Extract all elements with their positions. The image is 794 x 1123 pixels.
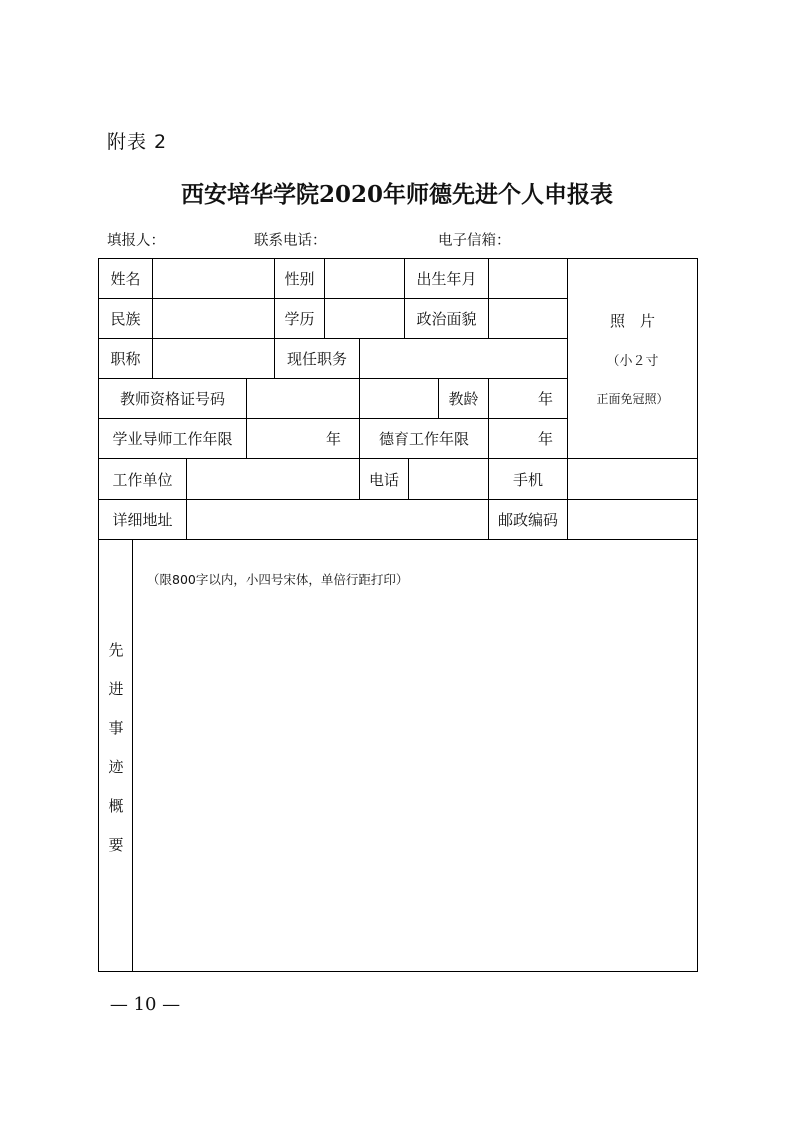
- title-label: 职称: [110, 350, 141, 368]
- annex-label: 附表 2: [107, 131, 168, 153]
- contact-phone-label: 联系电话：: [254, 233, 327, 249]
- political-field[interactable]: [489, 299, 567, 338]
- gender-field[interactable]: [325, 259, 404, 298]
- section-char: 迹: [108, 758, 124, 776]
- page-number: — 10 —: [109, 994, 181, 1015]
- deeds-summary-label: [99, 640, 133, 855]
- summary-instruction: （限800字以内，小四号宋体，单倍行距打印）: [147, 572, 409, 587]
- section-char: 要: [108, 836, 124, 854]
- title-field[interactable]: [153, 339, 274, 378]
- name-field[interactable]: [153, 259, 274, 298]
- section-char: 事: [108, 719, 124, 737]
- filler-label: 填报人：: [107, 233, 165, 249]
- political-label: 政治面貌: [416, 310, 477, 328]
- birth-label: 出生年月: [416, 270, 477, 288]
- photo-label: 照 片: [609, 312, 655, 330]
- phone-label: 电话: [368, 470, 399, 489]
- section-char: 概: [108, 797, 124, 815]
- form-title: 西安培华学院2020年师德先进个人申报表: [180, 181, 613, 208]
- education-field[interactable]: [325, 299, 404, 338]
- mobile-label: 手机: [512, 470, 543, 489]
- photo-note-type: 正面免冠照）: [596, 392, 669, 406]
- table-line: [697, 258, 698, 972]
- mentor-years-label: 学业导师工作年限: [112, 430, 233, 448]
- mentor-years-unit[interactable]: 年: [325, 430, 341, 448]
- photo-note-size: （小２寸: [606, 354, 659, 369]
- email-label: 电子信箱：: [438, 233, 511, 249]
- ethnicity-label: 民族: [110, 310, 141, 328]
- moral-years-unit[interactable]: 年: [537, 430, 553, 448]
- photo-cell[interactable]: [568, 259, 697, 458]
- ethnicity-field[interactable]: [153, 299, 274, 338]
- deeds-summary-field[interactable]: [133, 540, 697, 971]
- phone-field[interactable]: [409, 459, 488, 499]
- section-char: 先: [108, 641, 124, 659]
- mobile-field[interactable]: [568, 459, 697, 499]
- cert-no-label: 教师资格证号码: [119, 390, 225, 408]
- address-label: 详细地址: [112, 511, 173, 529]
- education-label: 学历: [284, 310, 315, 328]
- birth-field[interactable]: [489, 259, 567, 298]
- postcode-label: 邮政编码: [497, 511, 558, 529]
- teaching-years-unit[interactable]: 年: [537, 390, 553, 408]
- position-field[interactable]: [360, 339, 567, 378]
- name-label: 姓名: [110, 270, 141, 288]
- moral-years-label: 德育工作年限: [378, 430, 469, 448]
- address-field[interactable]: [187, 500, 488, 539]
- position-label: 现任职务: [286, 350, 347, 368]
- teaching-years-label: 教龄: [448, 390, 479, 408]
- postcode-field[interactable]: [568, 500, 697, 539]
- table-line: [98, 971, 698, 972]
- workplace-field[interactable]: [187, 459, 359, 499]
- cert-no-field[interactable]: [247, 379, 438, 418]
- gender-label: 性别: [284, 270, 315, 288]
- workplace-label: 工作单位: [112, 470, 173, 489]
- section-char: 进: [108, 680, 124, 698]
